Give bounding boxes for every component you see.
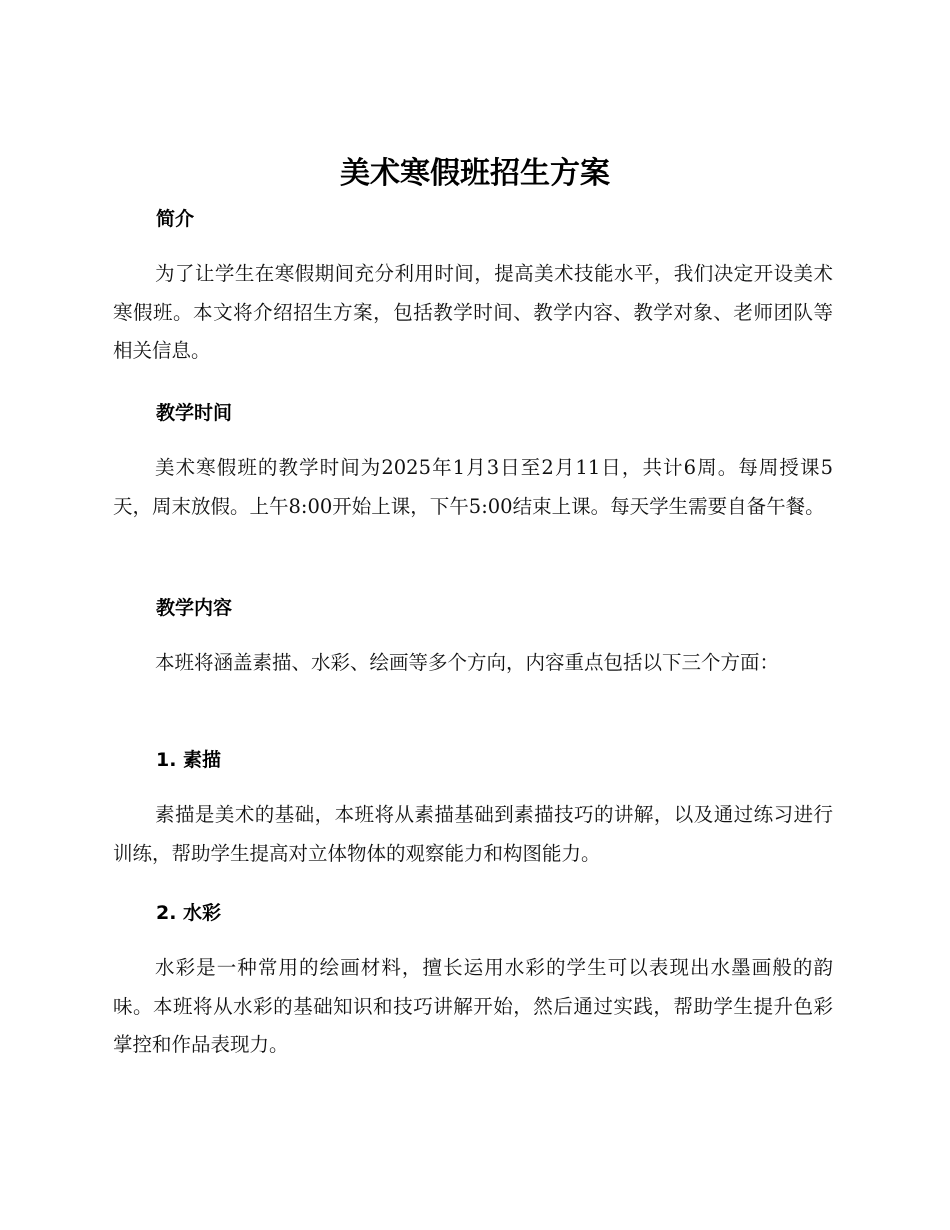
document-title: 美术寒假班招生方案: [340, 156, 610, 191]
section-heading-sketch: 1. 素描: [156, 749, 222, 771]
section-heading-schedule: 教学时间: [156, 402, 233, 424]
section-paragraph-intro: 为了让学生在寒假期间充分利用时间，提高美术技能水平，我们决定开设美术寒假班。本文将介绍招生方案，包括教学时间、教学内容、教学对象、老师团队等相关信息。: [113, 262, 833, 362]
section-paragraph-sketch: 素描是美术的基础，本班将从素描基础到素描技巧的讲解，以及通过练习进行训练，帮助学生提高对立体物体的观察能力和构图能力。: [113, 803, 833, 865]
section-paragraph-content: 本班将涵盖素描、水彩、绘画等多个方向，内容重点包括以下三个方面：: [155, 651, 780, 674]
section-heading-watercolor: 2. 水彩: [156, 902, 222, 924]
section-heading-intro: 简介: [156, 208, 195, 230]
section-paragraph-watercolor: 水彩是一种常用的绘画材料，擅长运用水彩的学生可以表现出水墨画般的韵味。本班将从水彩的基础知识和技巧讲解开始，然后通过实践，帮助学生提升色彩掌控和作品表现力。: [113, 956, 833, 1056]
section-heading-content: 教学内容: [156, 597, 233, 619]
section-paragraph-schedule: 美术寒假班的教学时间为2025年1月3日至2月11日，共计6周。每周授课5天，周末放假。上午8:00开始上课，下午5:00结束上课。每天学生需要自备午餐。: [113, 456, 833, 518]
